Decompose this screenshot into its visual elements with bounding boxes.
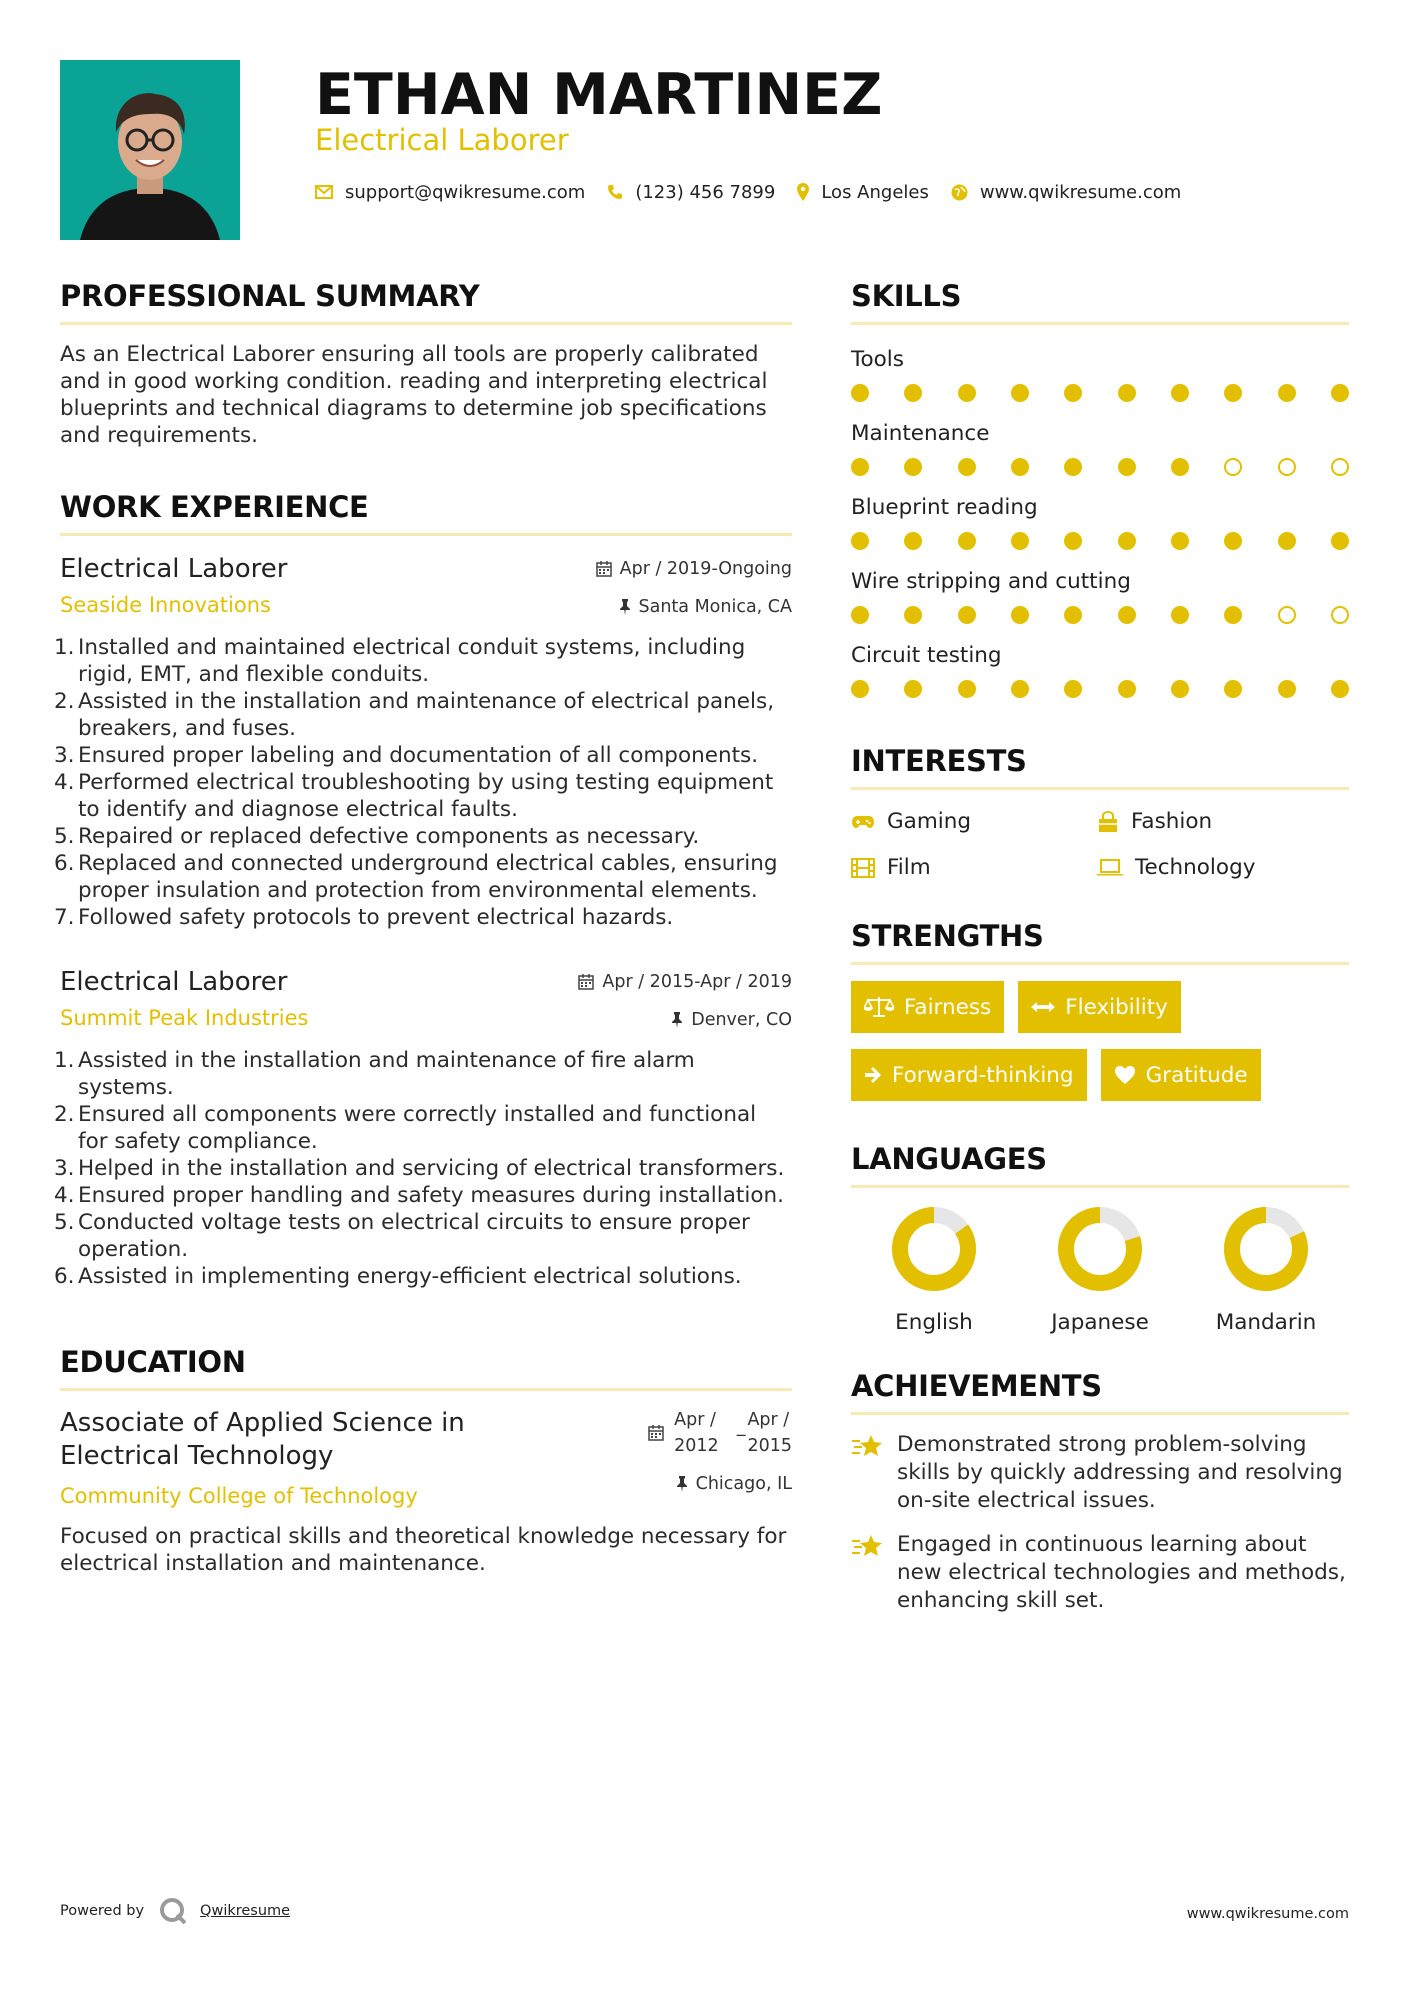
- pushpin-icon: [671, 1012, 683, 1028]
- contact-phone[interactable]: [607, 182, 775, 203]
- job-location: [619, 594, 793, 620]
- skill-name: Wire stripping and cutting: [851, 569, 1131, 594]
- skill-item: [851, 493, 1349, 551]
- skill-dot-filled: [1011, 384, 1029, 402]
- skill-dot-filled: [1118, 680, 1136, 698]
- skill-dot-empty: [1331, 606, 1349, 624]
- skill-dot-filled: [1064, 532, 1082, 550]
- job-company: Summit Peak Industries: [60, 1006, 309, 1030]
- pushpin-icon: [676, 1476, 688, 1492]
- skill-item: [851, 641, 1349, 699]
- strength-tag: [1018, 981, 1181, 1033]
- education-end-month: Apr /: [747, 1410, 790, 1430]
- contact-email-text: support@qwikresume.com: [345, 181, 586, 203]
- skill-name: Tools: [851, 347, 904, 372]
- contact-website-text: www.qwikresume.com: [979, 181, 1182, 203]
- skill-dot-filled: [1171, 532, 1189, 550]
- qwikresume-logo-icon: [158, 1896, 188, 1926]
- interests-list: [851, 806, 1349, 884]
- skill-dot-filled: [851, 458, 869, 476]
- strengths-heading: STRENGTHS: [851, 918, 1349, 965]
- contact-website[interactable]: [951, 182, 1181, 203]
- skill-dot-filled: [1224, 680, 1242, 698]
- language-proficiency-ring: [889, 1204, 979, 1294]
- achievement-item: [851, 1431, 1349, 1515]
- skill-dot-filled: [1278, 680, 1296, 698]
- duty-item: 6. Assisted in implementing energy-efficient electrical solutions.: [54, 1264, 742, 1289]
- skill-dot-filled: [1331, 680, 1349, 698]
- language-name: Mandarin: [1215, 1310, 1317, 1335]
- skill-dot-filled: [904, 458, 922, 476]
- skill-dot-filled: [1118, 384, 1136, 402]
- achievement-text: Engaged in continuous learning about new electrical technologies and methods, enhancing skill set.: [897, 1532, 1346, 1613]
- duty-item: 5. Repaired or replaced defective components as necessary.: [54, 824, 700, 849]
- arrows-h-icon: [1031, 1001, 1055, 1013]
- contact-email[interactable]: [315, 182, 585, 203]
- skill-dot-filled: [1011, 458, 1029, 476]
- footer-powered-by: [60, 1896, 290, 1926]
- skill-dot-filled: [1171, 606, 1189, 624]
- job-duties: [54, 634, 792, 931]
- duty-item: 7. Followed safety protocols to prevent electrical hazards.: [54, 905, 674, 930]
- map-marker-icon: [797, 183, 809, 201]
- skill-dot-empty: [1331, 458, 1349, 476]
- languages-list: [851, 1204, 1349, 1338]
- skill-dot-filled: [904, 606, 922, 624]
- skill-dot-filled: [904, 680, 922, 698]
- skill-dot-empty: [1224, 458, 1242, 476]
- skill-dot-filled: [1224, 532, 1242, 550]
- contact-location: [797, 182, 929, 203]
- education-degree: Associate of Applied Science in Electrical Technology: [60, 1408, 465, 1471]
- skill-dot-filled: [958, 532, 976, 550]
- job-dates: [596, 556, 792, 582]
- film-icon: [851, 858, 875, 878]
- skill-dot-filled: [1171, 458, 1189, 476]
- job-duties: [54, 1047, 792, 1290]
- interest-item: [1097, 852, 1343, 884]
- qwikresume-link[interactable]: Qwikresume: [200, 1903, 291, 1919]
- skill-rating: [851, 531, 1349, 551]
- shopping-bag-icon: [1097, 811, 1119, 833]
- strength-label: Forward-thinking: [892, 1062, 1074, 1088]
- skill-rating: [851, 679, 1349, 699]
- skill-item: [851, 345, 1349, 403]
- language-item: [851, 1204, 1017, 1338]
- language-proficiency-ring: [1221, 1204, 1311, 1294]
- education-start-month: Apr /: [674, 1410, 716, 1430]
- skill-dot-filled: [1278, 532, 1296, 550]
- education-dates: [648, 1407, 792, 1459]
- duty-item: 4. Ensured proper handling and safety measures during installation.: [54, 1183, 784, 1208]
- skill-dot-filled: [958, 680, 976, 698]
- interests-heading: INTERESTS: [851, 743, 1349, 790]
- education-date-separator: _: [736, 1417, 746, 1437]
- skill-dot-filled: [1171, 680, 1189, 698]
- job-entry: [54, 552, 792, 931]
- profile-photo: [60, 60, 240, 240]
- language-item: [1017, 1204, 1183, 1338]
- contact-location-text: Los Angeles: [821, 181, 929, 203]
- skill-dot-filled: [958, 606, 976, 624]
- skill-dot-filled: [1224, 384, 1242, 402]
- skill-dot-filled: [1011, 680, 1029, 698]
- interest-label: Fashion: [1131, 809, 1213, 834]
- skill-dot-filled: [1278, 384, 1296, 402]
- education-location: [676, 1471, 792, 1497]
- interest-label: Gaming: [887, 809, 972, 834]
- skill-dot-filled: [1064, 458, 1082, 476]
- education-description: Focused on practical skills and theoretical knowledge necessary for electrical installation and maintenance.: [60, 1524, 787, 1576]
- skill-dot-filled: [851, 384, 869, 402]
- job-dates: [578, 969, 792, 995]
- skill-dot-empty: [1278, 606, 1296, 624]
- skill-dot-filled: [851, 680, 869, 698]
- skill-dot-filled: [1064, 606, 1082, 624]
- achievement-text: Demonstrated strong problem-solving skills by quickly addressing and resolving on-site electrical issues.: [897, 1432, 1343, 1513]
- strength-label: Gratitude: [1145, 1062, 1248, 1088]
- skill-dot-filled: [1331, 532, 1349, 550]
- strength-label: Fairness: [904, 994, 992, 1020]
- skill-name: Circuit testing: [851, 643, 1002, 668]
- skill-dot-filled: [1118, 532, 1136, 550]
- skill-dot-filled: [1064, 680, 1082, 698]
- duty-item: 6. Replaced and connected underground electrical cables, ensuring proper insulation and protection from environmental elements.: [54, 851, 778, 903]
- job-location-text: Santa Monica, CA: [638, 597, 792, 617]
- education-heading: EDUCATION: [60, 1344, 792, 1391]
- skill-dot-filled: [1118, 458, 1136, 476]
- interest-label: Film: [887, 855, 931, 880]
- strength-tag: [851, 981, 1004, 1033]
- duty-item: 2. Assisted in the installation and maintenance of electrical panels, breakers, and fuses.: [54, 689, 775, 741]
- duty-item: 4. Performed electrical troubleshooting by using testing equipment to identify and diagnose electrical faults.: [54, 770, 774, 822]
- education-start-year: 2012: [674, 1436, 719, 1456]
- balance-scale-icon: [864, 996, 894, 1018]
- contact-bar: [315, 178, 1203, 206]
- job-title: Electrical Laborer: [60, 967, 288, 997]
- skill-dot-filled: [904, 384, 922, 402]
- duty-item: 3. Ensured proper labeling and documentation of all components.: [54, 743, 759, 768]
- skill-rating: [851, 383, 1349, 403]
- duty-item: 1. Assisted in the installation and maintenance of fire alarm systems.: [54, 1048, 695, 1100]
- skill-name: Blueprint reading: [851, 495, 1038, 520]
- summary-heading: PROFESSIONAL SUMMARY: [60, 278, 792, 325]
- skill-dot-filled: [958, 458, 976, 476]
- strength-label: Flexibility: [1065, 994, 1168, 1020]
- skill-name: Maintenance: [851, 421, 990, 446]
- duty-item: 1. Installed and maintained electrical conduit systems, including rigid, EMT, and flexible conduits.: [54, 635, 746, 687]
- summary-text: As an Electrical Laborer ensuring all tools are properly calibrated and in good working condition. reading and interpreting electrical blueprints and technical diagrams to determine job specifications and requirements.: [60, 342, 768, 448]
- left-column: [54, 278, 792, 1577]
- language-name: English: [895, 1310, 973, 1335]
- language-item: [1183, 1204, 1349, 1338]
- skill-dot-filled: [1064, 384, 1082, 402]
- gamepad-icon: [851, 815, 875, 829]
- profile-photo-illustration: [60, 60, 240, 240]
- interest-item: [851, 806, 1097, 838]
- skill-dot-filled: [1011, 606, 1029, 624]
- skill-rating: [851, 457, 1349, 477]
- education-location-text: Chicago, IL: [695, 1474, 792, 1494]
- job-entry: [54, 965, 792, 1290]
- skill-dot-filled: [1331, 384, 1349, 402]
- calendar-icon: [578, 974, 594, 990]
- job-dates-text: Apr / 2019-Ongoing: [619, 559, 792, 579]
- laptop-icon: [1097, 859, 1123, 877]
- footer-website[interactable]: www.qwikresume.com: [1186, 1906, 1349, 1922]
- job-location: [671, 1007, 792, 1033]
- globe-icon: [951, 184, 968, 201]
- skill-dot-filled: [1224, 606, 1242, 624]
- skill-rating: [851, 605, 1349, 625]
- duty-item: 5. Conducted voltage tests on electrical circuits to ensure proper operation.: [54, 1210, 750, 1262]
- right-column: [851, 278, 1349, 1631]
- powered-by-label: Powered by: [60, 1903, 145, 1919]
- duty-item: 2. Ensured all components were correctly installed and functional for safety compliance.: [54, 1102, 757, 1154]
- shooting-star-icon: [851, 1433, 883, 1459]
- skill-dot-filled: [1171, 384, 1189, 402]
- envelope-icon: [315, 185, 333, 199]
- contact-phone-text: (123) 456 7899: [635, 181, 776, 203]
- duty-item: 3. Helped in the installation and servicing of electrical transformers.: [54, 1156, 785, 1181]
- shooting-star-icon: [851, 1533, 883, 1559]
- skill-dot-filled: [851, 532, 869, 550]
- pushpin-icon: [619, 599, 631, 615]
- language-proficiency-ring: [1055, 1204, 1145, 1294]
- interest-item: [1097, 806, 1343, 838]
- calendar-icon: [648, 1425, 664, 1441]
- heart-icon: [1114, 1065, 1136, 1085]
- job-location-text: Denver, CO: [691, 1010, 792, 1030]
- calendar-icon: [596, 561, 612, 577]
- skill-dot-filled: [1118, 606, 1136, 624]
- skill-dot-empty: [1278, 458, 1296, 476]
- skill-dot-filled: [1011, 532, 1029, 550]
- skill-dot-filled: [851, 606, 869, 624]
- interest-item: [851, 852, 1097, 884]
- phone-icon: [607, 184, 623, 200]
- skills-list: [851, 345, 1349, 699]
- education-school: Community College of Technology: [60, 1484, 418, 1508]
- job-company: Seaside Innovations: [60, 593, 271, 617]
- job-dates-text: Apr / 2015-Apr / 2019: [602, 972, 792, 992]
- achievements-heading: ACHIEVEMENTS: [851, 1368, 1349, 1415]
- candidate-role: Electrical Laborer: [315, 123, 569, 157]
- strength-tag: [1101, 1049, 1261, 1101]
- language-name: Japanese: [1051, 1310, 1149, 1335]
- interest-label: Technology: [1135, 855, 1256, 880]
- skills-heading: SKILLS: [851, 278, 1349, 325]
- skill-dot-filled: [904, 532, 922, 550]
- skill-item: [851, 419, 1349, 477]
- candidate-name: ETHAN MARTINEZ: [315, 62, 883, 128]
- job-title: Electrical Laborer: [60, 554, 288, 584]
- skill-dot-filled: [958, 384, 976, 402]
- arrow-right-icon: [864, 1066, 882, 1084]
- strength-tag: [851, 1049, 1087, 1101]
- achievement-item: [851, 1531, 1349, 1615]
- education-end-year: 2015: [747, 1436, 792, 1456]
- strengths-list: [851, 981, 1349, 1117]
- experience-heading: WORK EXPERIENCE: [60, 489, 792, 536]
- languages-heading: LANGUAGES: [851, 1141, 1349, 1188]
- skill-item: [851, 567, 1349, 625]
- education-entry: [60, 1407, 792, 1511]
